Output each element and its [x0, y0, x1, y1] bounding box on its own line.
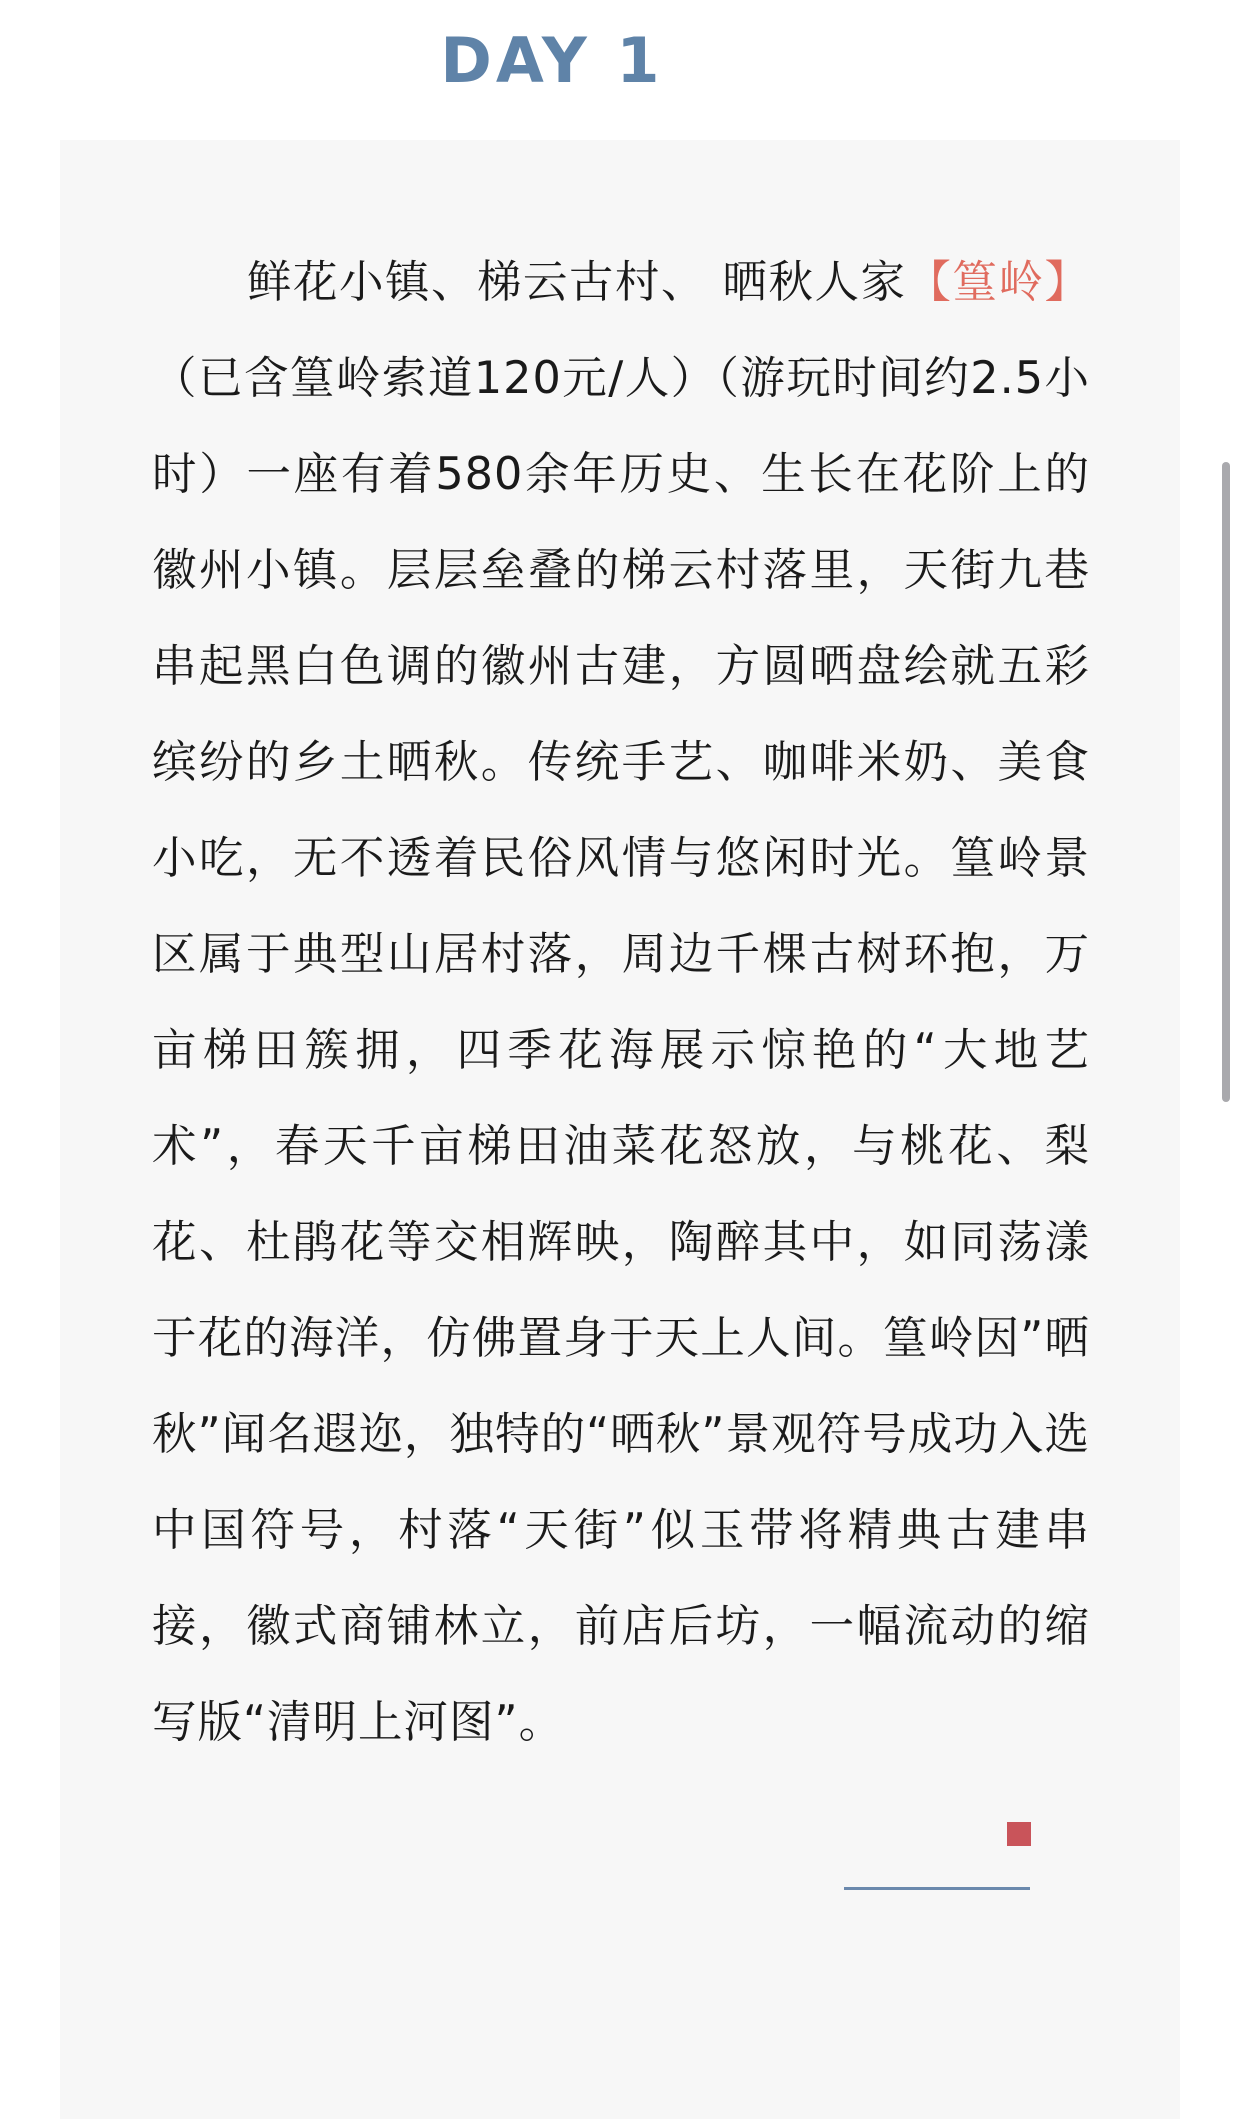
end-divider-line	[844, 1887, 1030, 1890]
article-body	[152, 235, 1090, 1771]
day-title: DAY 1	[440, 24, 664, 97]
end-mark-square	[1007, 1822, 1031, 1846]
article-highlight: 【篁岭】	[906, 257, 1090, 308]
article-intro: 鲜花小镇、梯云古村、 晒秋人家	[247, 257, 907, 308]
article-body-text: （已含篁岭索道120元/人）（游玩时间约2.5小时）一座有着580余年历史、生长在花阶上的徽州小镇。层层垒叠的梯云村落里，天街九巷串起黑白色调的徽州古建，方圆晒盘绘就五彩缤纷的乡土晒秋。传统手艺、咖啡米奶、美食小吃，无不透着民俗风情与悠闲时光。篁岭景区属于典型山居村落，周边千棵古树环抱，万亩梯田簇拥，四季花海展示惊艳的“大地艺术”，春天千亩梯田油菜花怒放，与桃花、梨花、杜鹃花等交相辉映，陶醉其中，如同荡漾于花的海洋，仿佛置身于天上人间。篁岭因”晒秋”闻名遐迩，独特的“晒秋”景观符号成功入选中国符号，村落“天街”似玉带将精典古建串接，徽式商铺林立，前店后坊，一幅流动的缩写版“清明上河图”。	[152, 353, 1090, 1748]
scrollbar[interactable]	[1222, 462, 1230, 1102]
